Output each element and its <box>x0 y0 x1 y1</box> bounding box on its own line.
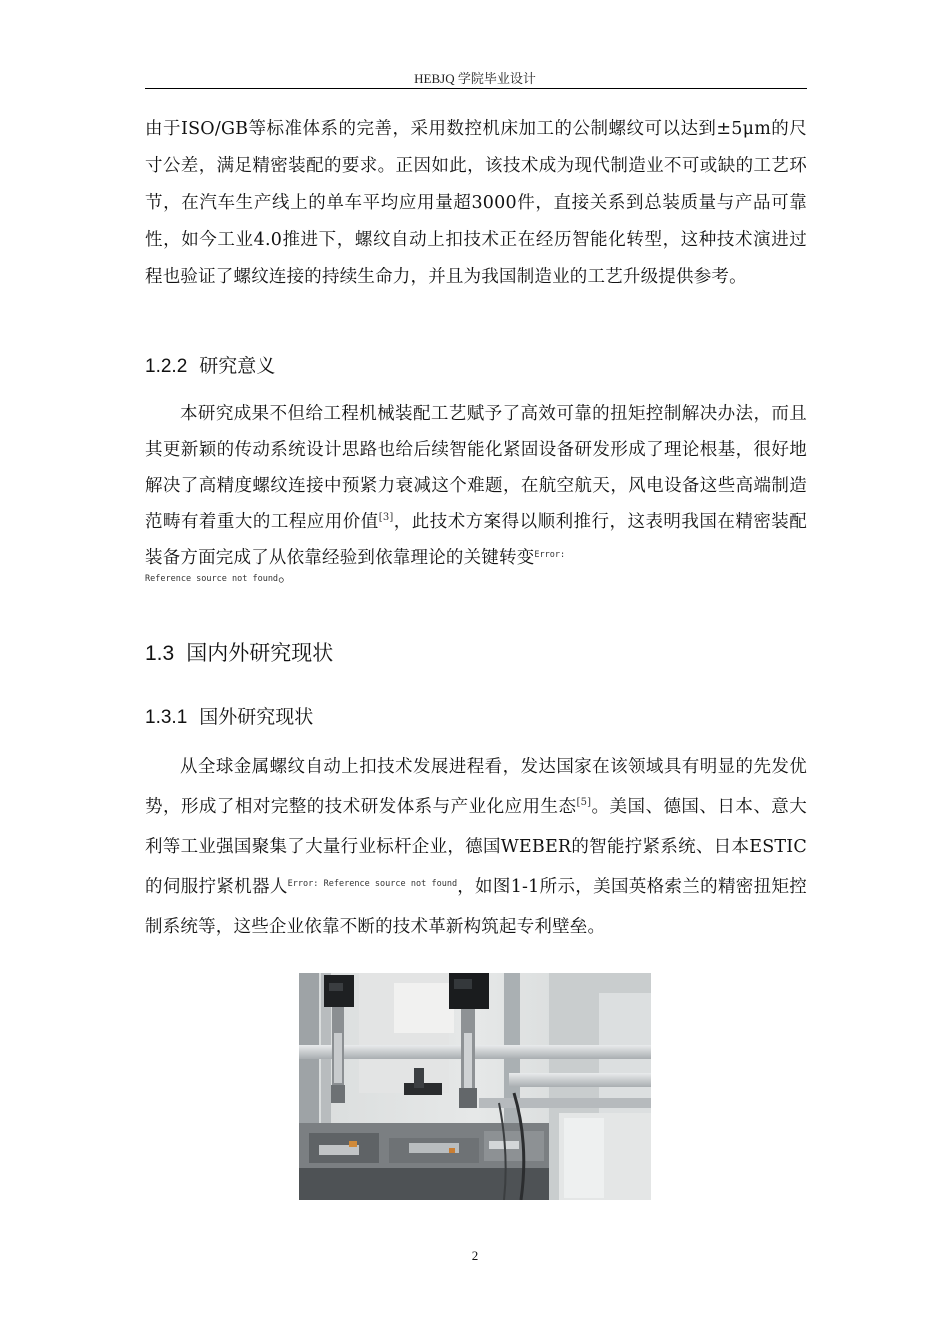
running-header: HEBJQ 学院毕业设计 <box>414 71 536 86</box>
reference-error-text: Reference source not found <box>145 574 279 584</box>
paragraph-text-part: ，此技术方案得以顺利推行，这表明我国在精密装配装备方面完成了从依靠经验到依靠理论的关键转变 <box>145 512 807 568</box>
heading-number: 1.2.2 <box>145 356 188 377</box>
header-rule <box>145 88 807 89</box>
citation-marker: [3] <box>378 512 394 523</box>
heading-number: 1.3 <box>145 642 175 665</box>
paragraph-end-mark: 。 <box>278 566 296 586</box>
figure-machine-photo <box>299 973 651 1200</box>
paragraph-research-significance <box>145 396 807 589</box>
section-heading-1-3-1 <box>145 702 313 729</box>
automated-tightening-machine-photo-icon <box>299 973 651 1200</box>
paragraph-text <box>145 396 807 576</box>
heading-number: 1.3.1 <box>145 707 188 728</box>
paragraph-continuation <box>145 111 807 296</box>
page-number: 2 <box>471 1248 479 1263</box>
paragraph-text <box>145 747 807 947</box>
section-heading-1-3 <box>145 637 333 667</box>
paragraph-text: 由于ISO/GB等标准体系的完善，采用数控机床加工的公制螺纹可以达到±5μm的尺寸公差，满足精密装配的要求。正因如此，该技术成为现代制造业不可或缺的工艺环节，在汽车生产线上的单车平均应用量超3000件，直接关系到总装质量与产品可靠性，如今工业4.0推进下，螺纹自动上扣技术正在经历智能化转型，这种技术演进过程也验证了螺纹连接的持续生命力，并且为我国制造业的工艺升级提供参考。 <box>145 119 807 287</box>
section-heading-1-2-2 <box>145 351 275 378</box>
reference-error-marker: Error: <box>534 550 566 560</box>
paragraph-text-part: 从全球金属螺纹自动上扣技术发展进程看，发达国家在该领域具有明显的先发优势，形成了相对完整的技术研发体系与产业化应用生态 <box>145 757 807 817</box>
heading-title: 国内外研究现状 <box>186 641 334 665</box>
heading-title: 研究意义 <box>199 355 276 377</box>
paragraph-foreign-status <box>145 747 807 947</box>
paragraph-text-part: 本研究成果不但给工程机械装配工艺赋予了高效可靠的扭矩控制解决办法，而且其更新颖的传动系统设计思路也给后续智能化紧固设备研发形成了理论根基，很好地解决了高精度螺纹连接中预紧力衰减这个难题，在航空航天，风电设备这些高端制造范畴有着重大的工程应用价值 <box>145 404 807 532</box>
heading-title: 国外研究现状 <box>199 706 314 728</box>
reference-error-marker: Error: Reference source not found <box>287 879 458 889</box>
citation-marker: [5] <box>576 797 592 808</box>
paragraph-text-part: 。美国、德国、日本、意大利等工业强国聚集了大量行业标杆企业，德国WEBER的智能拧紧系统、日本ESTIC的伺服拧紧机器人 <box>145 797 807 897</box>
paragraph-text-part: ，如图1-1所示，美国英格索兰的精密扭矩控制系统等，这些企业依靠不断的技术革新构筑起专利壁垒。 <box>145 877 807 937</box>
